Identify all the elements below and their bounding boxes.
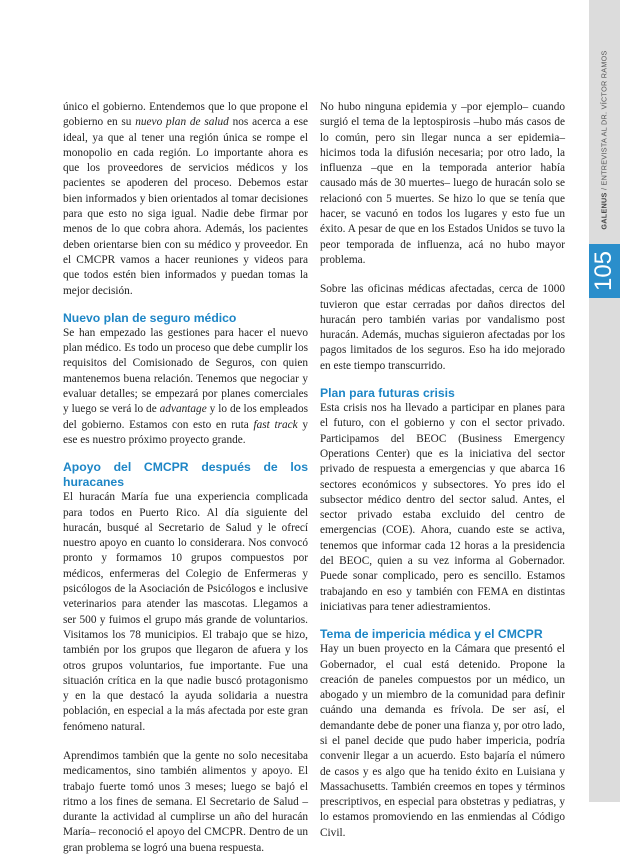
paragraph: único el gobierno. Entendemos que lo que propone el gobierno en su nuevo plan de salud nos acerca a ese ideal, ya que al tener una región única se rompe el monopolio en cada región. Lo importante ahora es que los proveedores de servicios médicos y los pacientes se apoderen del proceso. Debemos estar bien informados y bien orientados al tomar decisiones para que esto no siga igual. Nadie debe firmar por menos de lo que cobra ahora. Además, los pacientes deben orientarse bien con su médico y proveedor. En el CMCPR vamos a hacer reuniones y videos para que todos estén bien informados y puedan tomas la mejor decisión. — [63, 101, 308, 297]
section-heading-impericia: Tema de impericia médica y el CMCPR — [320, 627, 543, 642]
section-heading-plan-futuras: Plan para futuras crisis — [320, 386, 455, 401]
page-number: 105 — [590, 250, 617, 292]
paragraph: Hay un buen proyecto en la Cámara que presentó el Gobernador, el cual está detenido. Propone la creación de paneles compuestos por un médico, un abogado y un miembro de la comunidad para definir cuándo una demanda es frívola. De ser así, el demandante debe de poner una fianza y, por otro lado, si el panel decide que pudo haber impericia, podría convenir llegar a un acuerdo. Esto bajaría el número de casos y es algo que ha tenido éxito en Luisiana y Massachusetts. También creemos en topes y términos prescriptivos, en especial para obstetras y pediatras, y lo estamos promoviendo en las enmiendas al Código Civil. — [320, 643, 565, 839]
paragraph: No hubo ninguna epidemia y –por ejemplo– cuando surgió el tema de la leptospirosis –hubo más casos de lo común, pero sin llegar nunca a ser epidemia– hicimos toda la difusión necesaria; por otro lado, la influenza –que en la temporada anterior había causado más de 30 muertes– luego de huracán solo se relacionó con 5 muertes. Se hizo lo que se tenía que hacer, se vacunó en todos los lugares y esto fue un éxito. A pesar de que en los Estados Unidos se tuvo la peor temporada de influenza, acá no hubo mayor problema. — [320, 101, 565, 266]
paragraph-gap — [63, 735, 308, 749]
paragraph: El huracán María fue una experiencia complicada para todos en Puerto Rico. Al día siguiente del huracán, busqué al Secretario de Salud y le ofrecí nuestro apoyo en cuanto lo considerara. Nos convocó pronto y formamos 10 grupos compuestos por médicos, enfermeras del Colegio de Enfermeras y psicólogos de la Asociación de Psicólogos e inclusive veterinarios para atender las mascotas. Llegamos a ser 500 y fuimos el grupo más grande de voluntarios. Visitamos los 78 municipios. El trabajo que se hizo, también por los grupos que llegaron de afuera y los otros grupos voluntarios, fue importante. Fue una situación crítica en la que nadie buscó protagonismo y en la que destacó la ayuda solidaria a nuestra población, en especial a la más afectada por este gran fenómeno natural. — [63, 491, 308, 733]
running-head: GALENUS / ENTREVISTA AL DR. VÍCTOR RAMOS — [599, 50, 609, 230]
paragraph: Esta crisis nos ha llevado a participar en planes para el futuro, con el gobierno y con el sector privado. Participamos del BEOC (Business Emergency Operations Center) que es la iniciativa del sector privado de respuesta a emergencias y que abarca 16 sectores económicos y subsectores. Yo pres ido el subsector médico dentro del sector salud. Antes, el sector privado estaba excluido del centro de emergencias (COE). Ahora, cuando este se activa, tenemos que informar cada 12 horas a la presidencia del BEOC, quien a su vez informa al Gobernador. Puede sonar complicado, pero es sencillo. Estamos trabajando en eso y también con FEMA en distintas iniciativas para tener adiestramientos. — [320, 402, 565, 613]
paragraph-gap — [320, 268, 565, 282]
right-column — [320, 100, 565, 841]
section-heading-apoyo: Apoyo del CMCPR después de los huracanes — [63, 460, 308, 490]
paragraph: Sobre las oficinas médicas afectadas, cerca de 1000 tuvieron que estar cerradas por daños directos del huracán pero también varias por vandalismo post huracán. Además, muchas siguieron afectadas por los pagos limitados de los seguros. Eso ha ido mejorado en este tiempo transcurrido. — [320, 283, 565, 372]
paragraph: Se han empezado las gestiones para hacer el nuevo plan médico. Es todo un proceso que debe cumplir los requisitos del Comisionado de Seguros, con quien mantenemos buena relación. Tenemos que negociar y evaluar detalles; se empezará por planes comerciales y luego se verá lo de advantage y lo de los empleados del gobierno. Estamos con esto en ruta fast track y ese es nuestro próximo proyecto grande. — [63, 326, 308, 446]
paragraph: Aprendimos también que la gente no solo necesitaba medicamentos, sino también alimentos y apoyo. El trabajo fuerte tomó unos 3 meses; luego se bajó el ritmo a los fines de semana. El Secretario de Salud –durante la actividad al cumplirse un año del huracán María– reconoció el apoyo del CMCPR. Dentro de un gran problema se logró una buena respuesta. — [63, 749, 308, 854]
left-column — [63, 100, 308, 856]
section-heading-nuevo-plan: Nuevo plan de seguro médico — [63, 310, 237, 325]
